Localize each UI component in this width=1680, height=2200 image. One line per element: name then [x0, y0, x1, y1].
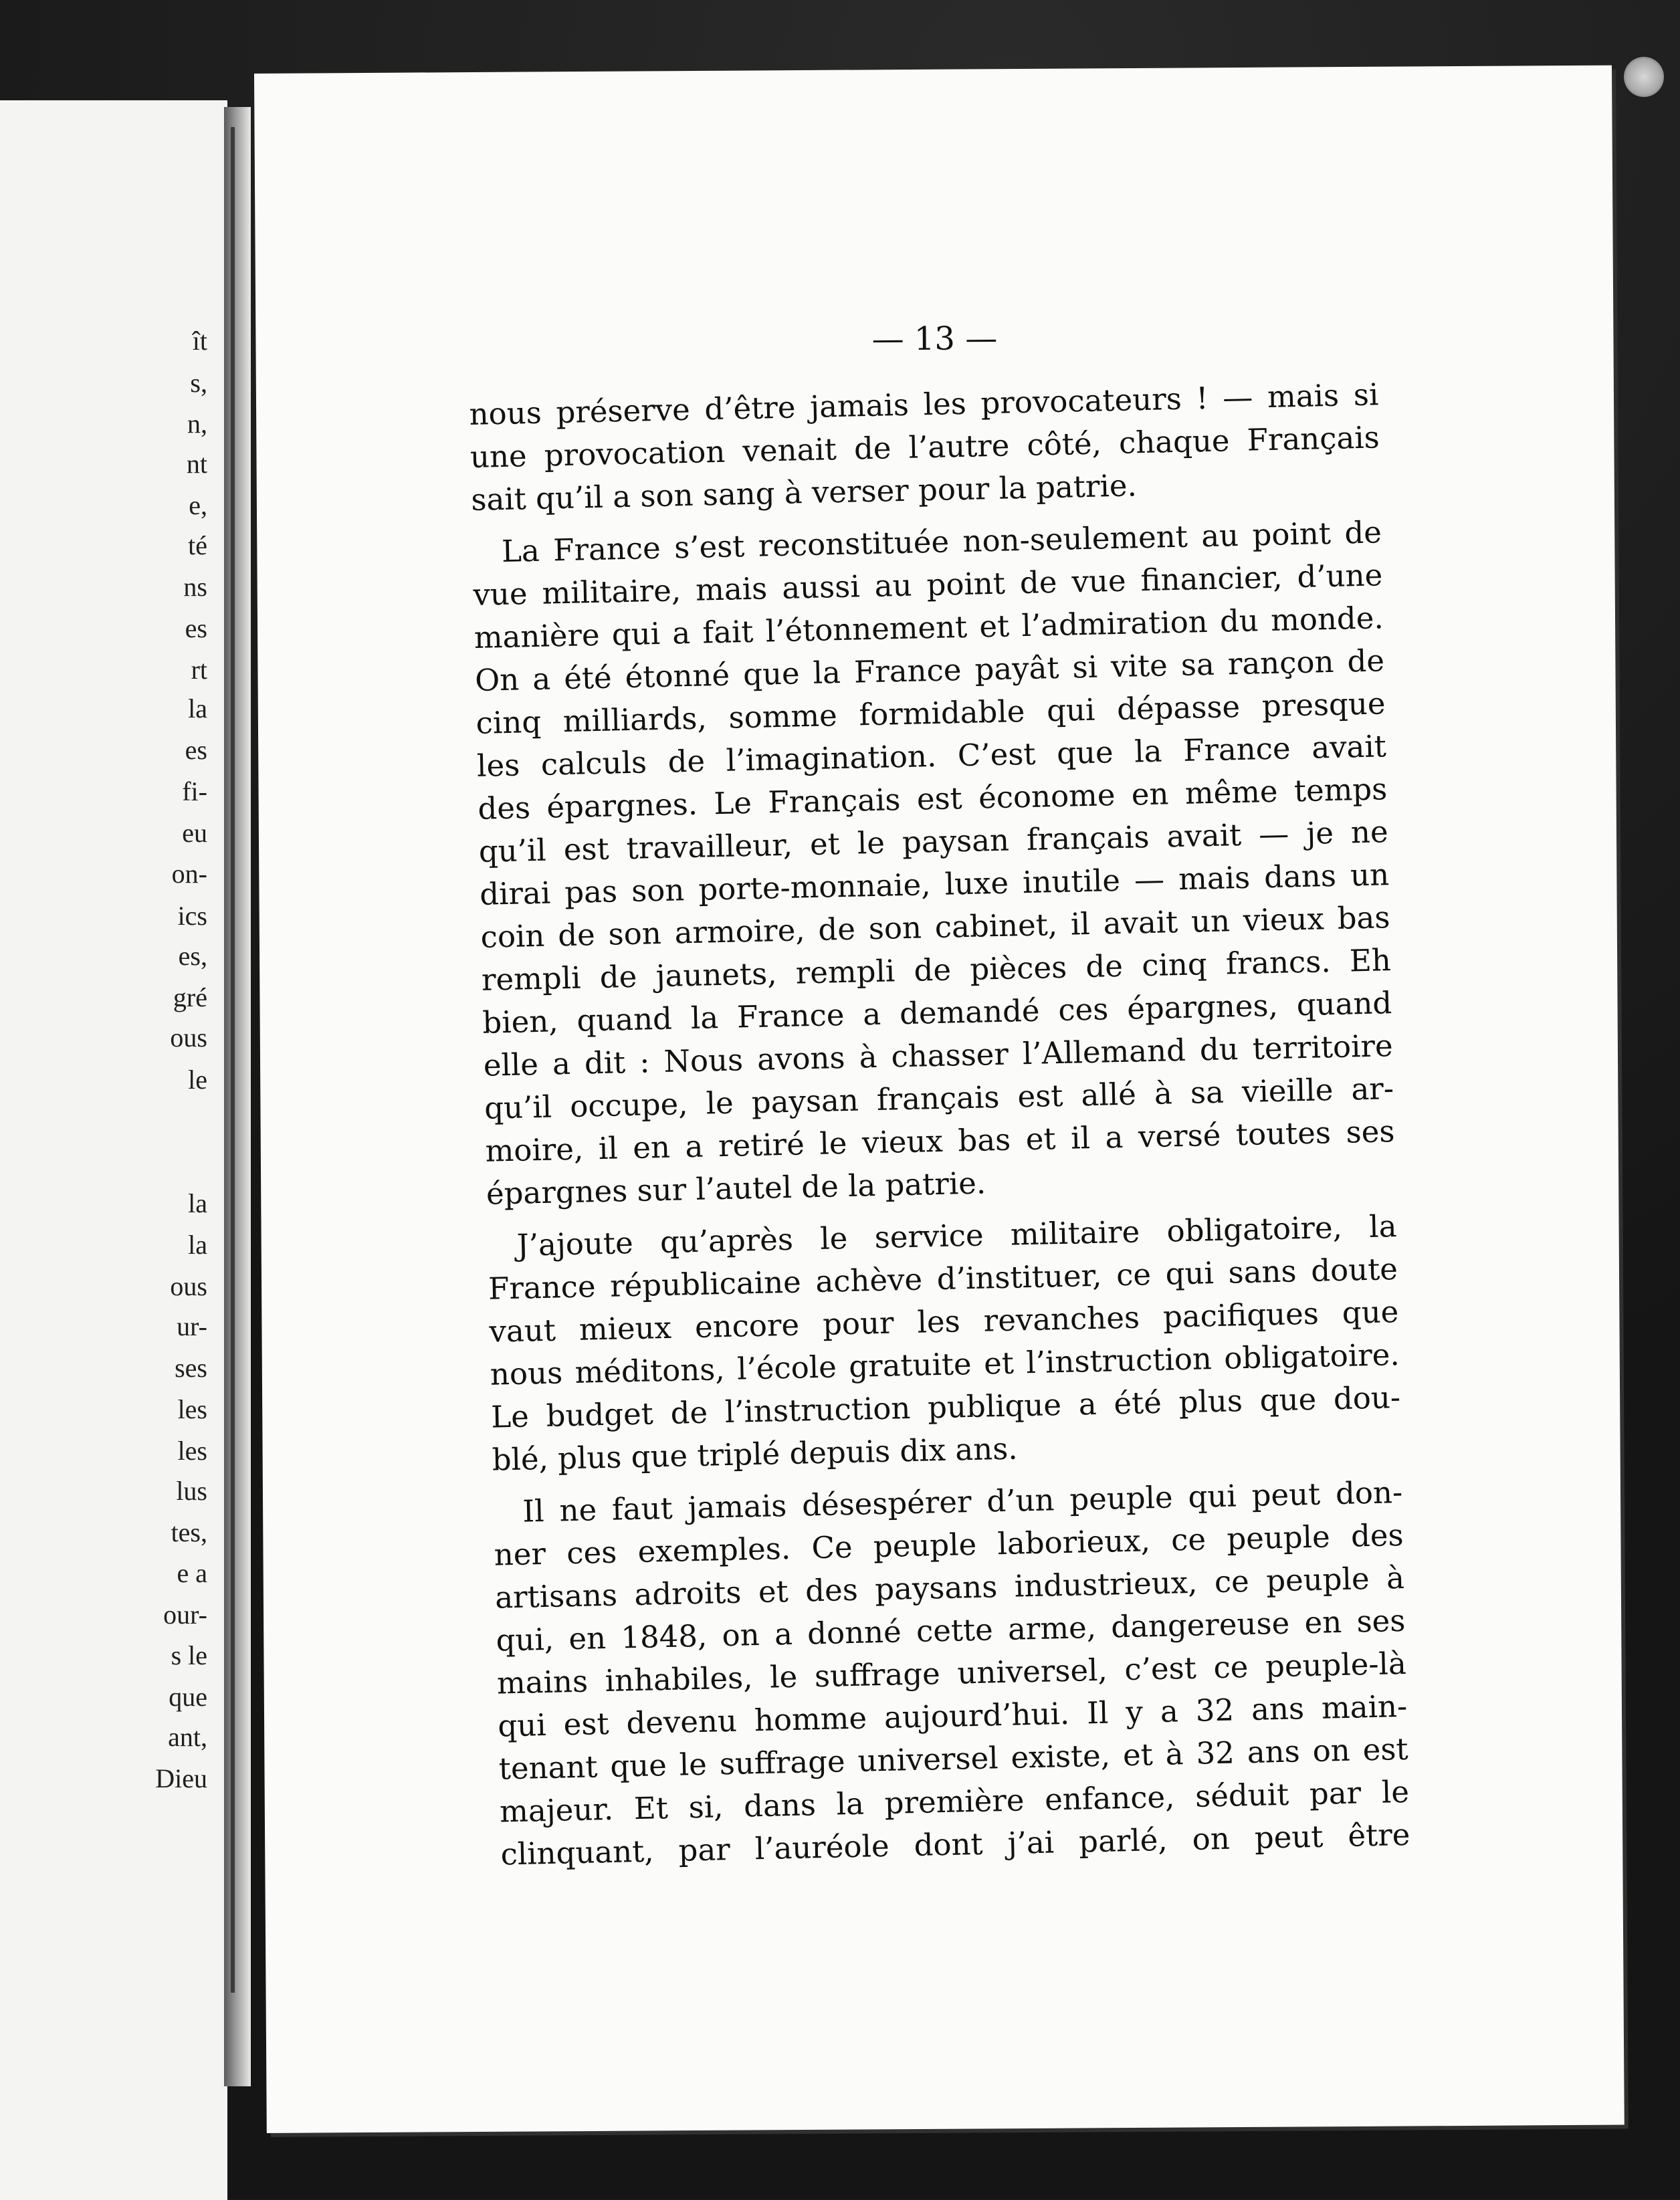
left-page-fragment: la — [188, 1230, 207, 1260]
text-line: blé, plus que triplé depuis dix ans. — [492, 1430, 1019, 1478]
text-line: moire, il en a retiré le vieux bas et il a versé toutes ses — [485, 1113, 1395, 1169]
left-page-fragment: es, — [178, 941, 207, 971]
left-page-fragment: ît — [192, 326, 207, 356]
text-line: les calculs de l’imagination. C’est que la France avait — [476, 728, 1387, 784]
left-page-fragment: les — [177, 1436, 207, 1466]
text-line: coin de son armoire, de son cabinet, il avait un vieux bas — [480, 899, 1390, 955]
binding-line — [231, 127, 235, 1993]
text-line: France républicaine achève d’instituer, ce qui sans doute — [488, 1251, 1398, 1307]
left-page-fragment: s le — [171, 1640, 207, 1670]
text-line: manière qui a fait l’étonnement et l’admiration du monde. — [474, 600, 1384, 655]
left-page-fragment: rt — [191, 655, 207, 685]
left-page-fragment: es — [185, 735, 207, 765]
text-line: Il ne faut jamais désespérer d’un peuple qui peut don- — [522, 1474, 1403, 1529]
text-line: qu’il est travailleur, et le paysan français avait — je ne — [478, 814, 1389, 869]
scan-artifact — [1624, 57, 1664, 97]
text-line: clinquant, par l’auréole dont j’ai parlé, on peut être — [500, 1816, 1410, 1872]
text-line: des épargnes. Le Français est économe en même temps — [477, 771, 1388, 827]
left-page-fragment: ous — [170, 1022, 207, 1053]
right-page — [254, 66, 1624, 2133]
left-page-fragment: gré — [173, 982, 207, 1012]
text-line: artisans adroits et des paysans industrieux, ce peuple à — [494, 1559, 1405, 1616]
text-line: On a été étonné que la France payât si vite sa rançon de — [474, 643, 1385, 698]
left-page-fragment: té — [188, 530, 207, 560]
text-line: cinq milliards, somme formidable qui dépasse presque — [476, 685, 1386, 741]
text-line: ner ces exemples. Ce peuple laborieux, ce peuple des — [494, 1517, 1404, 1573]
left-page-fragment: tes, — [171, 1517, 207, 1547]
body-text — [469, 373, 1410, 1885]
left-page-fragment: ns — [183, 572, 207, 602]
paragraph — [471, 511, 1396, 1215]
text-line: La France s’est reconstituée non-seulement au point de — [501, 514, 1382, 570]
left-page-fragment: nt — [186, 449, 207, 479]
left-page-fragment: ics — [177, 901, 207, 931]
text-line: qu’il occupe, le paysan français est allé à sa vieille ar- — [484, 1071, 1394, 1126]
left-facing-page — [0, 100, 227, 2200]
text-line: nous préserve d’être jamais les provocateurs ! — mais si — [469, 376, 1379, 433]
text-line: qui est devenu homme aujourd’hui. Il y a 32 ans main- — [497, 1688, 1408, 1744]
left-page-fragment: e, — [189, 490, 207, 520]
left-page-fragment: que — [169, 1682, 207, 1712]
left-page-fragment: Dieu — [155, 1763, 207, 1793]
left-page-fragment: lus — [176, 1476, 207, 1506]
left-page-fragment: n, — [187, 409, 207, 439]
text-line: majeur. Et si, dans la première enfance, séduit par le — [499, 1773, 1410, 1830]
left-page-fragment: e a — [177, 1558, 207, 1588]
text-line: vaut mieux encore pour les revanches pacifiques que — [488, 1294, 1399, 1349]
left-page-fragment: les — [177, 1394, 207, 1424]
left-page-fragment: ses — [175, 1353, 207, 1383]
left-page-fragment: our- — [163, 1600, 207, 1630]
text-line: vue militaire, mais aussi au point de vue financier, d’une — [472, 557, 1383, 613]
text-line: J’ajoute qu’après le service militaire obligatoire, la — [516, 1208, 1398, 1263]
binding-gutter — [224, 107, 251, 2086]
text-line: qui, en 1848, on a donné cette arme, dangereuse en ses — [496, 1602, 1406, 1658]
text-line: rempli de jaunets, rempli de pièces de cinq francs. Eh — [481, 942, 1392, 998]
left-page-fragment: le — [188, 1065, 207, 1095]
text-line: dirai pas son porte-monnaie, luxe inutile — mais dans un — [479, 857, 1390, 912]
text-line: mains inhabiles, le suffrage universel, c’est ce peuple-là — [496, 1645, 1407, 1701]
text-line: sait qu’il a son sang à verser pour la patrie. — [470, 467, 1138, 518]
paragraph — [493, 1471, 1410, 1876]
left-page-fragment: fi- — [182, 776, 207, 806]
left-page-fragment: la — [188, 1188, 207, 1218]
left-page-fragment: eu — [182, 818, 207, 848]
page-number: — 13 — — [871, 320, 998, 358]
text-line: une provocation venait de l’autre côté, chaque Français — [469, 419, 1380, 475]
paragraph — [487, 1205, 1402, 1482]
text-line: bien, quand la France a demandé ces épargnes, quand — [482, 985, 1392, 1040]
left-page-fragment: ur- — [177, 1311, 207, 1341]
left-page-fragment: la — [188, 693, 207, 724]
text-line: elle a dit : Nous avons à chasser l’Allemand du territoire — [483, 1028, 1394, 1083]
left-page-fragment: s, — [190, 368, 207, 398]
left-page-fragment: on- — [171, 859, 207, 889]
left-page-fragment: ous — [170, 1271, 207, 1301]
left-page-fragment: ant, — [168, 1722, 207, 1752]
text-line: nous méditons, l’école gratuite et l’instruction obligatoire. — [490, 1337, 1400, 1392]
left-page-fragment: es — [185, 613, 207, 643]
text-line: Le budget de l’instruction publique a été plus que dou- — [490, 1380, 1401, 1435]
text-line: épargnes sur l’autel de la patrie. — [486, 1165, 986, 1212]
paragraph — [469, 373, 1381, 522]
text-line: tenant que le suffrage universel existe, et à 32 ans on est — [498, 1731, 1409, 1787]
